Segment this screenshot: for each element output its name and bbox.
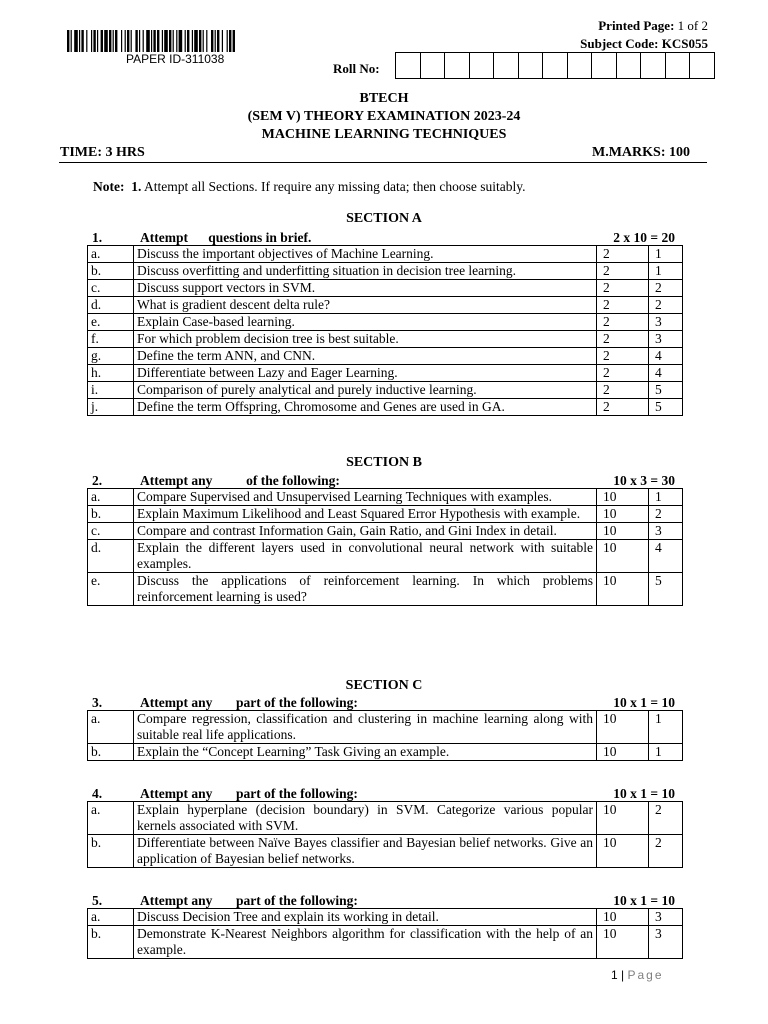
item-label: a. [88,802,134,835]
item-co: 1 [649,246,683,263]
question-row [88,348,683,365]
roll-no-box[interactable] [617,52,642,79]
question-marks: 10 x 1 = 10 [613,786,675,801]
question-row [88,263,683,280]
item-label: a. [88,711,134,744]
barcode-bar [139,30,140,52]
printed-page-value: 1 of 2 [677,18,708,33]
item-co: 5 [649,399,683,416]
barcode-bar [146,30,150,52]
barcode-bar [74,30,78,52]
barcode-bar [71,30,72,52]
item-text: Explain the “Concept Learning” Task Giving an example. [134,744,597,761]
item-co: 2 [649,297,683,314]
question-row [88,909,683,926]
item-marks: 2 [597,365,649,382]
barcode-bar [81,30,83,52]
item-text: Demonstrate K-Nearest Neighbors algorithm for classification with the help of an example. [134,926,597,959]
barcode-bar [179,30,183,52]
item-co: 1 [649,711,683,744]
item-marks: 10 [597,523,649,540]
question-table [87,710,683,761]
barcode-bar [162,30,163,52]
barcode-bar [169,30,171,52]
barcode [67,30,295,52]
item-marks: 10 [597,802,649,835]
question-instruction: Attempt any part of the following: [140,786,358,801]
question-row [88,744,683,761]
barcode-bar [79,30,80,52]
barcode-bar [153,30,155,52]
question-row [88,540,683,573]
barcode-bar [104,30,108,52]
question-row [88,489,683,506]
item-label: f. [88,331,134,348]
item-marks: 2 [597,297,649,314]
barcode-bar [227,30,228,52]
question-row [88,331,683,348]
barcode-bar [164,30,168,52]
item-text: Compare and contrast Information Gain, Gain Ratio, and Gini Index in detail. [134,523,597,540]
item-text: What is gradient descent delta rule? [134,297,597,314]
exam-time: TIME: 3 HRS [60,145,145,160]
item-marks: 10 [597,711,649,744]
item-text: Discuss support vectors in SVM. [134,280,597,297]
note [93,179,526,195]
barcode-bar [67,30,69,52]
question-header [87,893,683,908]
item-label: c. [88,523,134,540]
question-row [88,246,683,263]
item-label: e. [88,314,134,331]
barcode-bar [199,30,201,52]
question-instruction: Attempt any part of the following: [140,893,358,908]
roll-no-box[interactable] [494,52,519,79]
item-co: 4 [649,365,683,382]
question-row [88,711,683,744]
item-label: c. [88,280,134,297]
barcode-bar [203,30,204,52]
barcode-bar [93,30,95,52]
item-text: Differentiate between Naïve Bayes classifier and Bayesian belief networks. Give an application of Bayesian belief networks. [134,835,597,868]
barcode-bar [101,30,103,52]
item-text: Differentiate between Lazy and Eager Learning. [134,365,597,382]
barcode-bar [233,30,235,52]
question-table [87,801,683,868]
item-text: Discuss Decision Tree and explain its working in detail. [134,909,597,926]
barcode-bar [194,30,198,52]
barcode-bar [222,30,223,52]
item-label: d. [88,297,134,314]
item-label: a. [88,246,134,263]
question-row [88,382,683,399]
item-text: Explain Case-based learning. [134,314,597,331]
item-marks: 10 [597,744,649,761]
item-marks: 2 [597,399,649,416]
item-marks: 10 [597,489,649,506]
roll-no-box[interactable] [445,52,470,79]
roll-no-label: Roll No: [333,61,380,76]
roll-no-box[interactable] [666,52,691,79]
item-co: 2 [649,506,683,523]
barcode-bar [97,30,98,52]
item-marks: 2 [597,280,649,297]
footer-separator: | [621,968,625,982]
question-row [88,802,683,835]
item-marks: 2 [597,348,649,365]
item-text: Discuss the important objectives of Machine Learning. [134,246,597,263]
barcode-bar [125,30,126,52]
item-label: h. [88,365,134,382]
question-marks: 10 x 1 = 10 [613,893,675,908]
barcode-bar [215,30,216,52]
question-table [87,488,683,606]
question-instruction: Attempt any of the following: [140,473,340,488]
item-text: Discuss the applications of reinforcement learning. In which problems reinforcement learning is used? [134,573,597,606]
barcode-bar [229,30,231,52]
printed-page [598,18,708,34]
question-table [87,908,683,959]
barcode-bar [211,30,213,52]
item-co: 2 [649,280,683,297]
item-label: b. [88,506,134,523]
barcode-bar [157,30,159,52]
question-row [88,835,683,868]
roll-no-box[interactable] [641,52,666,79]
section-c-title: SECTION C [345,678,423,693]
barcode-bar [173,30,174,52]
roll-no-boxes[interactable] [395,52,715,79]
barcode-bar [86,30,87,52]
subject-title: MACHINE LEARNING TECHNIQUES [261,127,507,142]
item-label: d. [88,540,134,573]
item-co: 2 [649,802,683,835]
question-header [87,695,683,710]
item-text: Compare Supervised and Unsupervised Learning Techniques with examples. [134,489,597,506]
roll-no-box[interactable] [470,52,495,79]
question-row [88,523,683,540]
item-text: Compare regression, classification and clustering in machine learning along with suitable real life applications. [134,711,597,744]
item-co: 3 [649,523,683,540]
item-marks: 2 [597,331,649,348]
item-text: Discuss overfitting and underfitting situation in decision tree learning. [134,263,597,280]
item-text: Define the term ANN, and CNN. [134,348,597,365]
page-footer [611,968,664,982]
barcode-bar [115,30,117,52]
item-co: 3 [649,926,683,959]
item-label: b. [88,926,134,959]
item-label: b. [88,835,134,868]
item-marks: 10 [597,573,649,606]
barcode-bar [206,30,207,52]
subject-code: Subject Code: KCS055 [580,36,708,51]
roll-no-box[interactable] [568,52,593,79]
item-text: Explain Maximum Likelihood and Least Squared Error Hypothesis with example. [134,506,597,523]
question-marks: 10 x 1 = 10 [613,695,675,710]
item-co: 3 [649,331,683,348]
item-label: b. [88,744,134,761]
item-co: 4 [649,348,683,365]
barcode-bar [185,30,186,52]
question-marks: 2 x 10 = 20 [613,230,675,245]
roll-no-box[interactable] [519,52,544,79]
item-label: a. [88,909,134,926]
item-co: 1 [649,489,683,506]
item-marks: 10 [597,835,649,868]
item-marks: 2 [597,263,649,280]
question-row [88,399,683,416]
note-num: 1. [131,179,142,194]
section-a-title: SECTION A [346,211,422,226]
question-row [88,365,683,382]
item-co: 2 [649,835,683,868]
question-row [88,926,683,959]
note-text: Attempt all Sections. If require any missing data; then choose suitably. [144,179,526,194]
item-marks: 2 [597,314,649,331]
item-co: 5 [649,382,683,399]
question-header [87,786,683,801]
printed-page-label: Printed Page: [598,18,675,33]
question-row [88,573,683,606]
question-header [87,230,683,245]
item-marks: 10 [597,926,649,959]
question-row [88,297,683,314]
barcode-bar [109,30,111,52]
item-text: Comparison of purely analytical and purely inductive learning. [134,382,597,399]
item-label: g. [88,348,134,365]
item-label: i. [88,382,134,399]
barcode-bar [135,30,137,52]
question-row [88,314,683,331]
question-instruction: Attempt any part of the following: [140,695,358,710]
barcode-bar [192,30,193,52]
item-co: 1 [649,263,683,280]
question-number: 5. [92,893,103,908]
roll-no-box[interactable] [592,52,617,79]
barcode-bar [131,30,132,52]
item-label: a. [88,489,134,506]
degree-title: BTECH [359,91,409,106]
max-marks: M.MARKS: 100 [592,145,690,160]
item-marks: 10 [597,909,649,926]
paper-id: PAPER ID-311038 [126,52,225,66]
section-b-title: SECTION B [346,455,422,470]
item-co: 3 [649,909,683,926]
roll-no-box[interactable] [690,52,715,79]
item-text: For which problem decision tree is best suitable. [134,331,597,348]
question-row [88,280,683,297]
barcode-bar [143,30,144,52]
item-co: 1 [649,744,683,761]
item-text: Explain hyperplane (decision boundary) in SVM. Categorize various popular kernels associated with SVM. [134,802,597,835]
roll-no-box[interactable] [396,52,421,79]
item-marks: 2 [597,246,649,263]
item-label: b. [88,263,134,280]
note-label: Note: [93,179,125,194]
item-marks: 10 [597,506,649,523]
barcode-bar [121,30,122,52]
exam-title: (SEM V) THEORY EXAMINATION 2023-24 [247,109,521,124]
question-instruction: Attempt questions in brief. [140,230,312,245]
footer-page-num: 1 [611,968,618,982]
question-marks: 10 x 3 = 30 [613,473,675,488]
question-number: 1. [92,230,103,245]
item-label: j. [88,399,134,416]
question-number: 2. [92,473,103,488]
question-number: 4. [92,786,103,801]
question-table [87,245,683,416]
barcode-bar [127,30,129,52]
item-label: e. [88,573,134,606]
barcode-bar [113,30,114,52]
item-marks: 10 [597,540,649,573]
header-divider [59,162,707,163]
item-co: 3 [649,314,683,331]
barcode-bar [187,30,189,52]
question-row [88,506,683,523]
barcode-bar [151,30,152,52]
question-number: 3. [92,695,103,710]
item-text: Define the term Offspring, Chromosome and Genes are used in GA. [134,399,597,416]
item-text: Explain the different layers used in convolutional neural network with suitable examples. [134,540,597,573]
footer-page-word: Page [627,968,664,982]
barcode-bar [217,30,219,52]
roll-no-box[interactable] [421,52,446,79]
roll-no-box[interactable] [543,52,568,79]
barcode-bar [91,30,92,52]
question-header [87,473,683,488]
item-marks: 2 [597,382,649,399]
item-co: 4 [649,540,683,573]
barcode-bar [176,30,177,52]
item-co: 5 [649,573,683,606]
